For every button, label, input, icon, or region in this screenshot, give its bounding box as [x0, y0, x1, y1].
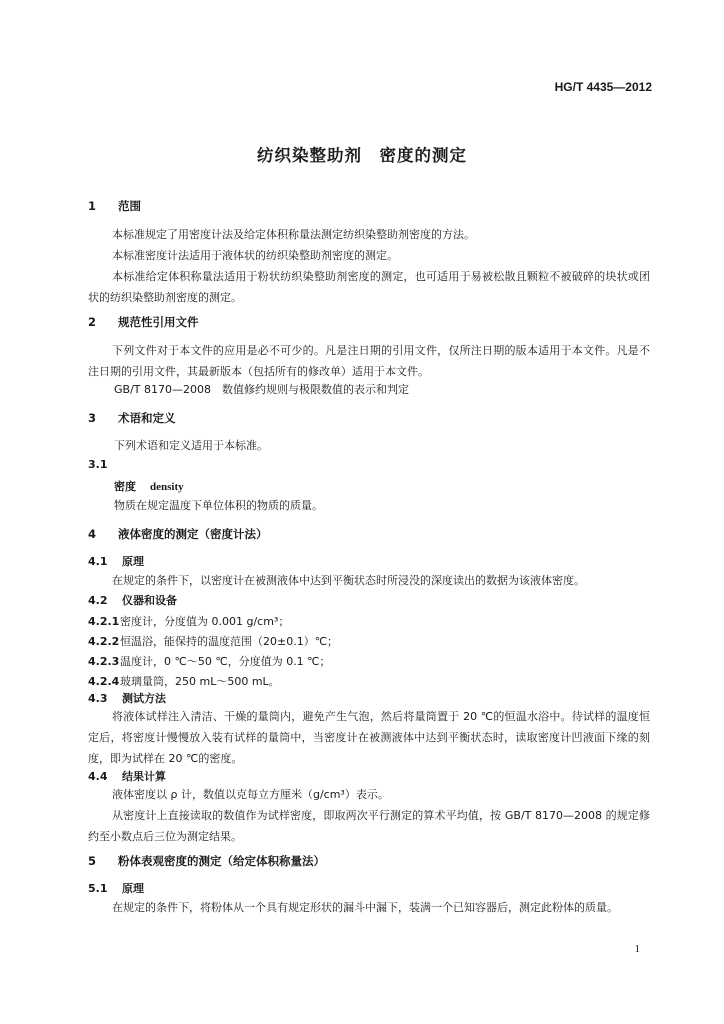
list-item — [88, 613, 289, 629]
term-english: density — [150, 481, 184, 493]
section-1-heading — [88, 198, 141, 214]
section-number: 4 — [88, 527, 97, 541]
paragraph: 本标准规定了用密度计法及给定体积称量法测定纺织染整助剂密度的方法。 — [112, 228, 475, 241]
section-title: 术语和定义 — [118, 411, 176, 425]
item-text: 温度计，0 ℃～50 ℃，分度值为 0.1 ℃； — [120, 655, 331, 668]
item-number: 4.2.4 — [88, 675, 120, 688]
page-number: 1 — [634, 943, 640, 955]
clause-number: 3.1 — [88, 458, 108, 471]
item-number: 4.2.1 — [88, 615, 120, 628]
section-3-heading — [88, 410, 176, 426]
section-5-heading — [88, 853, 325, 869]
clause-number: 4.1 — [88, 555, 108, 568]
list-item — [88, 673, 280, 689]
list-item — [88, 633, 338, 649]
paragraph: 将液体试样注入清洁、干燥的量筒内，避免产生气泡，然后将量筒置于 20 ℃的恒温水浴中。待试样的温度恒定后，将密度计慢慢放入装有试样的量筒中，当密度计在被测液体中达到平衡状态时，读取密度计凹液面下缘的刻度，即为试样在 20 ℃的密度。 — [88, 710, 650, 765]
clause-number: 4.2 — [88, 594, 108, 607]
section-2-heading — [88, 314, 199, 330]
clause-4-1-heading — [88, 553, 144, 569]
paragraph: 在规定的条件下，以密度计在被测液体中达到平衡状态时所浸没的深度读出的数据为该液体密度。 — [112, 574, 585, 587]
clause-number: 4.4 — [88, 770, 108, 783]
section-number: 3 — [88, 411, 97, 425]
term-chinese: 密度 — [114, 480, 136, 493]
item-number: 4.2.2 — [88, 635, 120, 648]
document-title: 纺织染整助剂 密度的测定 — [257, 146, 467, 165]
term-definition: 物质在规定温度下单位体积的物质的质量。 — [114, 499, 323, 512]
section-title: 粉体表观密度的测定（给定体积称量法） — [118, 854, 325, 868]
clause-number: 5.1 — [88, 882, 108, 895]
item-text: 恒温浴，能保持的温度范围（20±0.1）℃； — [120, 635, 339, 648]
paragraph: 下列术语和定义适用于本标准。 — [114, 439, 268, 452]
section-title: 液体密度的测定（密度计法） — [118, 527, 268, 541]
paragraph: 在规定的条件下，将粉体从一个具有规定形状的漏斗中漏下，装满一个已知容器后，测定此粉体的质量。 — [112, 901, 618, 914]
paragraph: 从密度计上直接读取的数值作为试样密度，即取两次平行测定的算术平均值，按 GB/T 8170—2008 的规定修约至小数点后三位为测定结果。 — [88, 809, 650, 843]
item-number: 4.2.3 — [88, 655, 120, 668]
section-number: 1 — [88, 199, 97, 213]
section-number: 2 — [88, 315, 97, 329]
paragraph: 下列文件对于本文件的应用是必不可少的。凡是注日期的引用文件，仅所注日期的版本适用于本文件。凡是不注日期的引用文件，其最新版本（包括所有的修改单）适用于本文件。 — [88, 344, 650, 378]
clause-number: 4.3 — [88, 692, 108, 705]
clause-4-3-heading — [88, 690, 166, 706]
paragraph: 本标准给定体积称量法适用于粉状纺织染整助剂密度的测定，也可适用于易被松散且颗粒不被破碎的块状或团状的纺织染整助剂密度的测定。 — [88, 270, 650, 304]
section-title: 规范性引用文件 — [118, 315, 199, 329]
item-text: 密度计，分度值为 0.001 g/cm³； — [120, 615, 290, 628]
section-title: 范围 — [118, 199, 141, 213]
section-4-heading — [88, 526, 268, 542]
clause-4-2-heading — [88, 592, 177, 608]
standard-code: HG/T 4435—2012 — [554, 80, 652, 94]
clause-title: 原理 — [122, 555, 144, 568]
clause-title: 结果计算 — [122, 770, 166, 783]
clause-title: 仪器和设备 — [122, 594, 177, 607]
clause-title: 测试方法 — [122, 692, 166, 705]
paragraph: 液体密度以 ρ 计，数值以克每立方厘米（g/cm³）表示。 — [112, 788, 389, 801]
normative-reference: GB/T 8170—2008 数值修约规则与极限数值的表示和判定 — [114, 383, 409, 396]
clause-4-4-heading — [88, 768, 166, 784]
list-item — [88, 653, 331, 669]
section-number: 5 — [88, 854, 97, 868]
term — [114, 478, 184, 494]
paragraph: 本标准密度计法适用于液体状的纺织染整助剂密度的测定。 — [112, 249, 398, 262]
clause-title: 原理 — [122, 882, 144, 895]
clause-5-1-heading — [88, 880, 144, 896]
item-text: 玻璃量筒，250 mL～500 mL。 — [120, 675, 280, 688]
